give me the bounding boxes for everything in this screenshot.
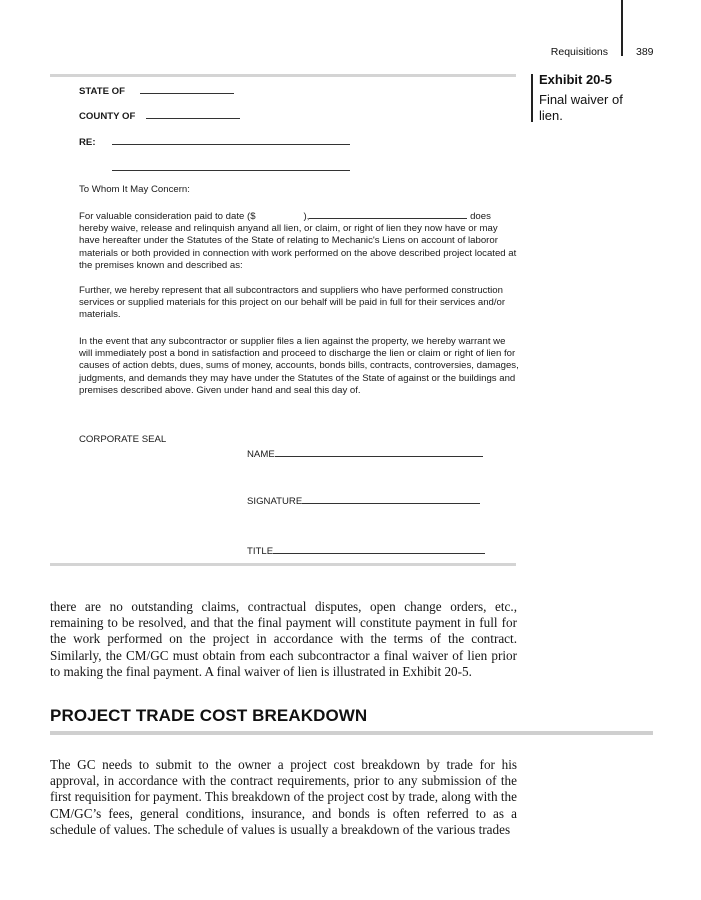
exhibit-title: Exhibit 20-5 <box>539 72 612 87</box>
form-bottom-rule <box>50 563 516 566</box>
name-blank <box>275 447 483 457</box>
p1-rest: does hereby waive, release and relinquish anyand all lien, or claim, or right of lien they now have or may have hereafter under the Statutes of the State of relating to Mechanic's Liens on account of laboror materials or both provided in connection with work performed on the above described project located at the premises known and described as: <box>79 211 517 271</box>
corporate-seal: CORPORATE SEAL <box>79 434 167 445</box>
body-paragraph-1: there are no outstanding claims, contractual disputes, open change orders, etc., remaining to be resolved, and that the final payment will constitute payment in full for the work performed on the project in accordance with the terms of the contract. Similarly, the CM/GC must obtain from each subcontractor a final waiver of lien prior to making the final payment. A final waiver of lien is illustrated in Exhibit 20-5. <box>50 599 517 679</box>
form-top-rule <box>50 74 516 77</box>
page-number: 389 <box>636 46 654 58</box>
state-label: STATE OF <box>79 86 126 97</box>
state-row <box>79 84 234 98</box>
form-paragraph-2: Further, we hereby represent that all subcontractors and suppliers who have performed construction services or supplied materials for this project on our behalf will be paid in full for their services and/or materials. <box>79 285 506 321</box>
section-heading-rule <box>50 731 653 735</box>
state-blank <box>140 84 234 94</box>
county-blank <box>146 109 240 119</box>
county-label: COUNTY OF <box>79 111 136 122</box>
header-divider <box>621 0 623 56</box>
p1-mid: ), <box>303 211 310 222</box>
amount-blank <box>309 209 467 219</box>
caption-bar <box>531 74 533 122</box>
title-line <box>247 544 485 558</box>
salutation: To Whom It May Concern: <box>79 184 190 195</box>
re-row <box>79 135 350 149</box>
re-row-2 <box>112 161 350 175</box>
title-label: TITLE <box>247 546 274 557</box>
title-blank <box>273 544 485 554</box>
name-line <box>247 447 483 461</box>
form-paragraph-3: In the event that any subcontractor or supplier files a lien against the property, we hereby warrant we will immediately post a bond in satisfaction and proceed to discharge the lien or claim or right of lien for causes of action debts, dues, sums of money, accounts, bonds bills, contracts, controversies, damages, judgments, and demands they may have under the Statutes of the State of against or the buildings and premises described above. Given under hand and seal this day of. <box>79 336 519 396</box>
county-row <box>79 109 240 123</box>
re-blank-2 <box>112 161 350 171</box>
running-header-section: Requisitions <box>550 46 608 58</box>
signature-blank <box>302 494 480 504</box>
body-paragraph-2: The GC needs to submit to the owner a project cost breakdown by trade for his approval, in accordance with the contract requirements, prior to any submission of the first requisition for payment. This breakdown of the project cost by trade, along with the CM/GC’s fees, general conditions, insurance, and bonds is often referred to as a schedule of values. The schedule of values is usually a breakdown of the various trades <box>50 757 517 837</box>
signature-label: SIGNATURE <box>247 496 303 507</box>
p1-lead: For valuable consideration paid to date ($ <box>79 211 256 222</box>
exhibit-caption: Final waiver of lien. <box>539 92 623 123</box>
re-label: RE: <box>79 137 96 148</box>
section-heading: PROJECT TRADE COST BREAKDOWN <box>50 706 368 725</box>
name-label: NAME <box>247 449 275 460</box>
form-paragraph-1 <box>79 209 519 272</box>
signature-line <box>247 494 480 508</box>
re-blank-1 <box>112 135 350 145</box>
